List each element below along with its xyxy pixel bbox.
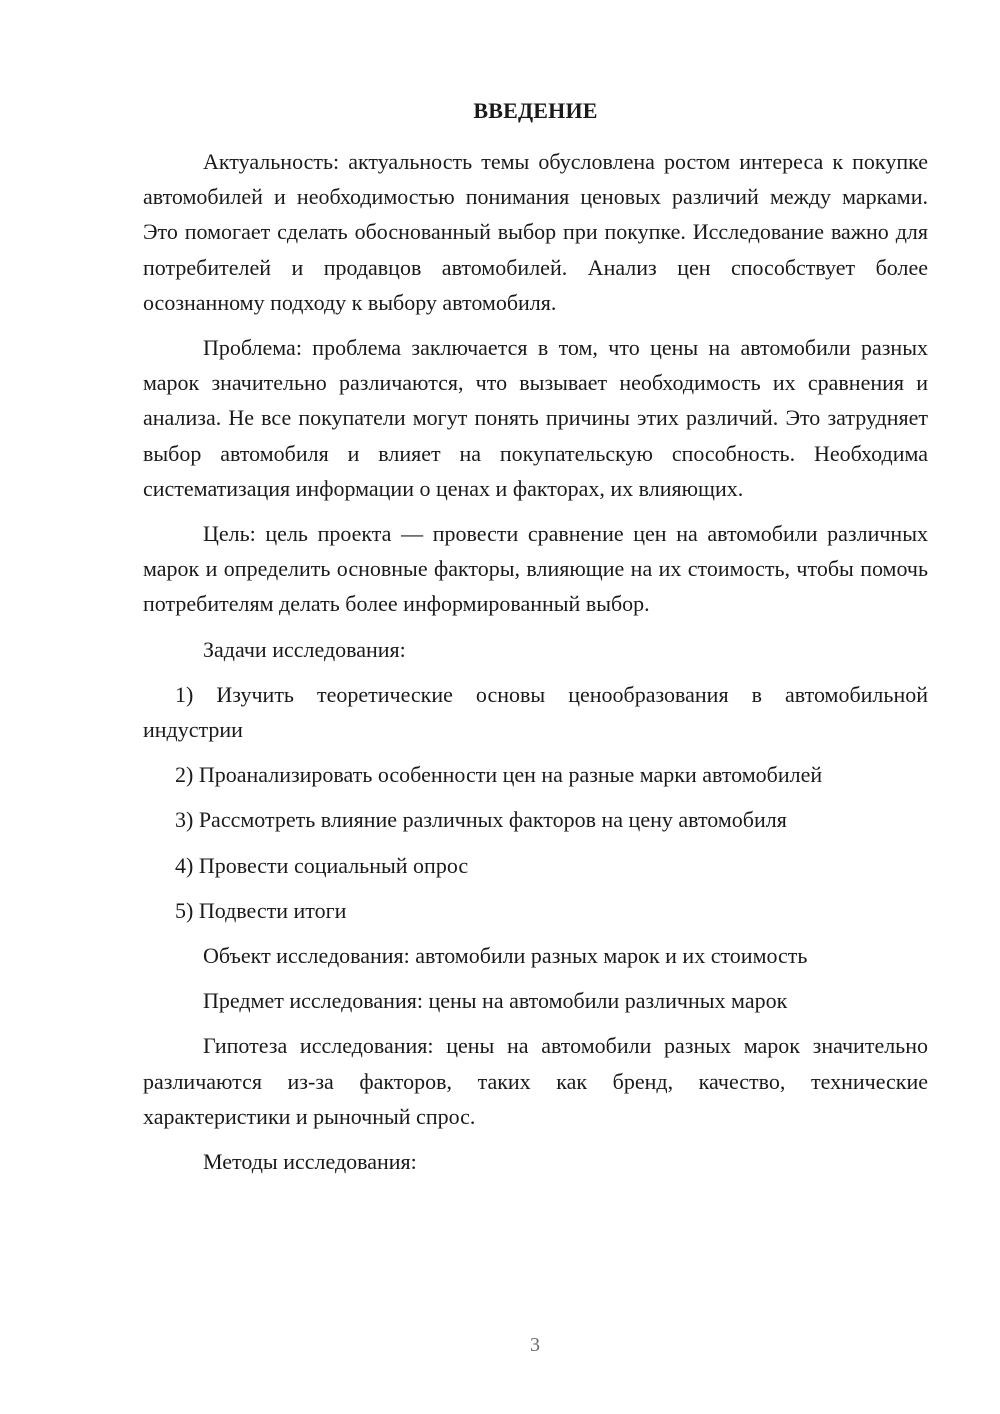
methods-heading: Методы исследования: xyxy=(203,1149,417,1175)
list-item: 4) Провести социальный опрос xyxy=(175,852,469,878)
research-object-paragraph: Объект исследования: автомобили разных марок и их стоимость xyxy=(203,943,808,969)
tasks-list xyxy=(143,677,928,928)
research-subject-paragraph: Предмет исследования: цены на автомобили различных марок xyxy=(203,988,788,1014)
problem-paragraph: Проблема: проблема заключается в том, что цены на автомобили разных марок значительно различаются, что вызывает необходимость их сравнения и анализа. Не все покупатели могут понять причины этих различий. Это затрудняет выбор автомобиля и влияет на покупательскую способность. Необходима систематизация информации о ценах и факторах, их влияющих. xyxy=(143,335,928,501)
list-item: 2) Проанализировать особенности цен на разные марки автомобилей xyxy=(175,762,823,788)
hypothesis-paragraph: Гипотеза исследования: цены на автомобили разных марок значительно различаются из-за факторов, таких как бренд, качество, технические характеристики и рыночный спрос. xyxy=(143,1033,928,1129)
list-item: 3) Рассмотреть влияние различных факторов на цену автомобиля xyxy=(175,807,787,833)
page-number: 3 xyxy=(530,1334,540,1356)
relevance-paragraph: Актуальность: актуальность темы обусловлена ростом интереса к покупке автомобилей и необходимостью понимания ценовых различий между марками. Это помогает сделать обоснованный выбор при покупке. Исследование важно для потребителей и продавцов автомобилей. Анализ цен способствует более осознанному подходу к выбору автомобиля. xyxy=(143,149,928,315)
list-item: 1) Изучить теоретические основы ценообразования в автомобильной индустрии xyxy=(143,681,928,743)
list-item: 5) Подвести итоги xyxy=(175,897,347,923)
page-content xyxy=(143,96,928,1179)
tasks-heading: Задачи исследования: xyxy=(203,636,406,662)
section-title: ВВЕДЕНИЕ xyxy=(473,98,598,123)
goal-paragraph: Цель: цель проекта — провести сравнение цен на автомобили различных марок и определить основные факторы, влияющие на их стоимость, чтобы помочь потребителям делать более информированный выбор. xyxy=(143,521,928,617)
